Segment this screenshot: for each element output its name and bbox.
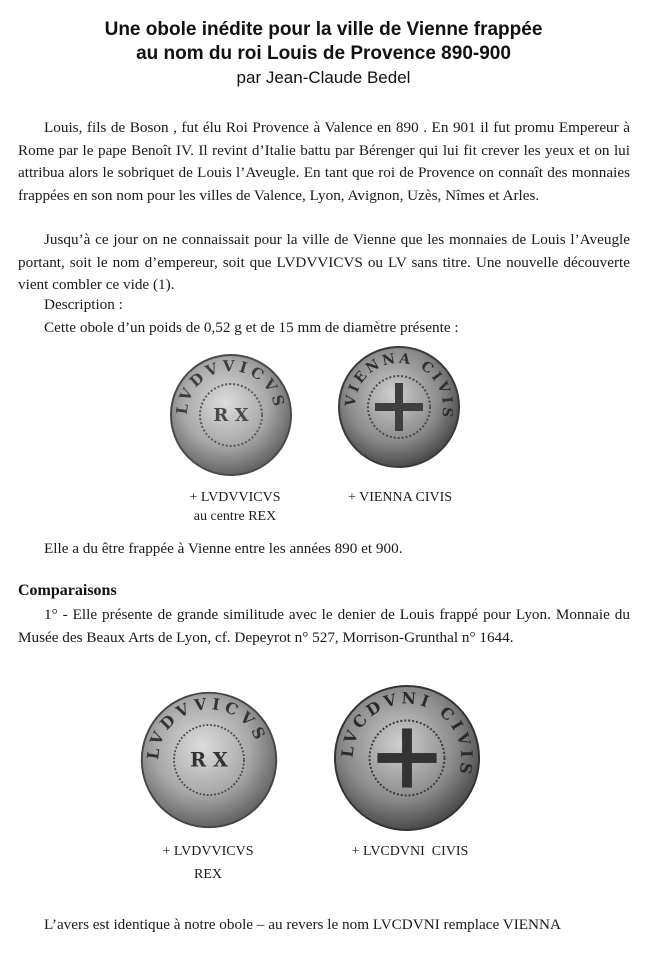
- obole-reverse-legend: VIENNA CIVIS: [342, 350, 456, 422]
- obole-reverse-coin: [337, 345, 461, 469]
- closing-text: L’avers est identique à notre obole – au revers le nom LVCDVNI remplace VIENNA: [44, 916, 561, 933]
- intro-paragraph-text: Louis, fils de Boson , fut élu Roi Provence à Valence en 890 . En 901 il fut promu Empereur à Rome par le pape Benoît IV. Il revint d’Italie battu par Bérenger qui lui fit crever les yeux et on lui attribua alors le sobriquet de Louis l’Aveugle. En tant que roi de Provence on connaît des monnaies frappées en son nom pour les villes de Valence, Lyon, Avignon, Uzès, Nîmes et Arles.: [18, 119, 630, 204]
- denier-reverse-legend: LVCDVNI CIVIS: [337, 688, 477, 780]
- denier-obverse-caption-line-2: REX: [194, 867, 222, 882]
- denier-obverse-caption: [133, 842, 283, 884]
- denier-obverse-coin: [139, 690, 279, 830]
- description-text: Cette obole d’un poids de 0,52 g et de 15 mm de diamètre présente :: [44, 319, 459, 336]
- denier-reverse-coin: [332, 683, 482, 833]
- denier-reverse-caption: + LVCDVNI CIVIS: [351, 844, 469, 859]
- denier-obverse-monogram: R X: [190, 748, 228, 772]
- obole-obverse-coin: [169, 353, 293, 477]
- denier-obverse-caption-line-1: + LVDVVICVS: [162, 844, 254, 859]
- obole-reverse-caption: + VIENNA CIVIS: [347, 490, 453, 505]
- dating-text: Elle a du être frappée à Vienne entre les années 890 et 900.: [44, 540, 403, 557]
- obole-obverse-caption-line-1: + LVDVVICVS: [189, 490, 281, 505]
- comparisons-heading: Comparaisons: [18, 582, 117, 599]
- second-paragraph: [18, 229, 630, 297]
- obole-obverse-monogram: R X: [213, 405, 249, 426]
- article-author: par Jean-Claude Bedel: [236, 68, 411, 87]
- intro-paragraph: [18, 117, 630, 207]
- denier-obverse-legend: LVDVVICVS: [143, 693, 272, 761]
- obole-obverse-caption: [160, 488, 310, 526]
- article-title-line-2: au nom du roi Louis de Provence 890-900: [136, 43, 511, 64]
- obole-obverse-legend: LVDVVICVS: [172, 356, 289, 416]
- comparison-paragraph-text: 1° - Elle présente de grande similitude avec le denier de Louis frappé pour Lyon. Monnaie du Musée des Beaux Arts de Lyon, cf. Depeyrot n° 527, Morrison-Grunthal n° 1644.: [18, 606, 630, 646]
- article-title-line-1: Une obole inédite pour la ville de Vienne frappée: [104, 19, 543, 40]
- obole-obverse-caption-line-2: au centre REX: [193, 509, 277, 524]
- second-paragraph-text: Jusqu’à ce jour on ne connaissait pour la ville de Vienne que les monnaies de Louis l’Aveugle portant, soit le nom d’empereur, soit que LVDVVICVS ou LV sans titre. Une nouvelle découverte vient combler ce vide (1).: [18, 231, 630, 293]
- description-label: Description :: [44, 296, 123, 313]
- comparison-paragraph: [18, 604, 630, 649]
